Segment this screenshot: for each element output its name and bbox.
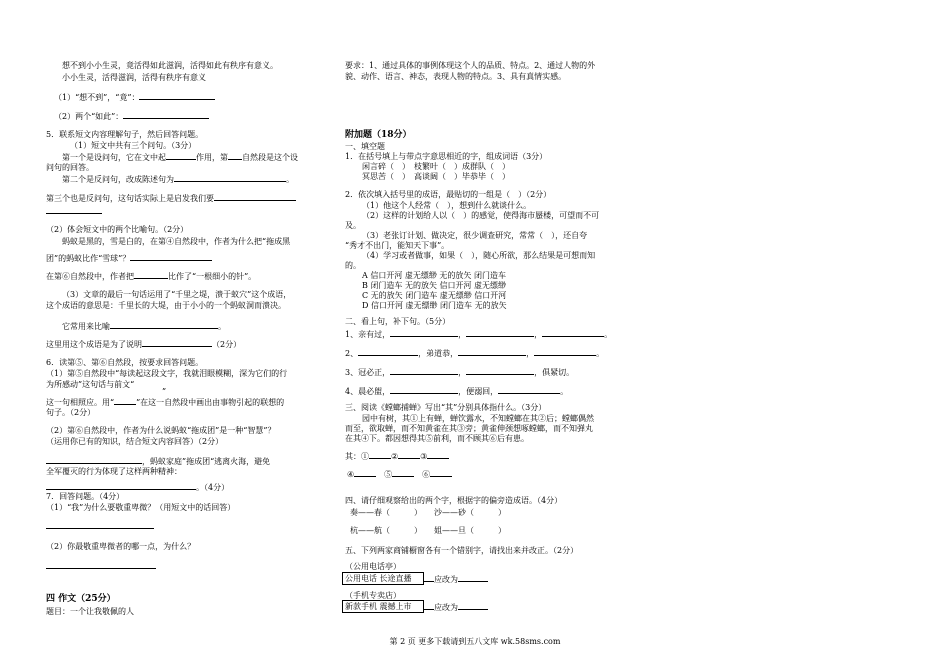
text-line: 园中有树，其①上有蝉，蝉饮露水，不知螳螂在其②后；螳螂偶然 <box>362 414 594 423</box>
text-line: （4）学习或者做事，如果（ ），随心所欲，那么结果是可想而知 <box>362 251 596 260</box>
text-line: （2）这样的计划给人以（ ）的感觉，使得海市蜃楼，可望而不可 <box>362 211 600 220</box>
text-line: 在第⑥自然段中，作者把 比作了“一根细小的针”。 <box>46 272 257 281</box>
text-line: （运用你已有的知识，结合短文内容回答）（2分） <box>46 437 224 446</box>
answer-line <box>46 205 102 217</box>
text-line: （2）你最敬重卑微者的哪一点，为什么？ <box>46 542 196 551</box>
text-line: 而至，欲取蝉，而不知黄雀在其③旁；黄雀伸颈想啄螳螂，而不知弹丸 <box>345 424 593 433</box>
text-line: 2．依次填入括号里的成语，最贴切的一组是（ ）（2分） <box>345 190 552 199</box>
shop-sign-phone-booth: 公用电话 长途直播 <box>342 572 424 585</box>
text-line: 4、晨必盥， ，便溺回， 。 <box>345 387 569 396</box>
question-heading: 6．读第⑤、第⑥自然段，按要求回答问题。 <box>46 358 204 367</box>
text-line: ，蚂蚁家庭”拖成团“逃离火海，避免 <box>46 455 270 467</box>
text-line: 蚂蚁是黑的，雪是白的，在第④自然段中，作者为什么把“拖成黑 <box>62 237 291 246</box>
text-line: 第二个是反问句，改成陈述句为 。 <box>62 175 294 184</box>
text-line: 第一个是设问句，它在文中起 作用，第 自然段是这个设 <box>62 153 298 162</box>
text-line: （3）文章的最后一句话运用了“千里之堤，溃于蚁穴”这个成语， <box>62 290 292 299</box>
answer-line <box>46 560 156 572</box>
text-line: 貌、动作、语言、神态，表现人物的特点。3、具有真情实感。 <box>345 72 567 81</box>
text-line: 杭——航（ ） 姐——旦（ ） <box>350 526 506 535</box>
text-line: 1、亲有过， ， ， 。 <box>345 330 613 339</box>
question-heading: 5．联系短文内容理解句子，然后回答问题。 <box>46 130 204 139</box>
text-line: 2、 ，弟道恭， ， 。 <box>345 349 605 358</box>
text-line: “秀才不出门，能知天下事”。 <box>345 241 450 250</box>
question-heading: 7．回答问题。（4分） <box>46 492 125 501</box>
section-heading: 附加题（18分） <box>345 130 412 140</box>
question-line: （2）两个“如此”： <box>54 110 209 122</box>
text-line: 它常用来比喻 。 <box>62 322 226 331</box>
text-line: 句子。（2分） <box>46 408 96 417</box>
text-line: （1）第⑤自然段中“每读起这段文字，我就泪眼模糊，深为它们的行 <box>46 369 288 378</box>
text-line: 小小生灵，活得滋润，活得有秩序有意义 <box>62 73 206 82</box>
text-line: 其：① ② ③ <box>345 450 449 462</box>
text-line: （1）短文中共有三个问句。（3分） <box>70 141 197 150</box>
answer-line <box>46 520 154 532</box>
section-heading: 四 作文（25分） <box>46 594 116 604</box>
text-line: 闲言碎（ ） 枝繁叶（ ）成群队（ ） <box>362 162 510 171</box>
text-line: 全军覆灭的行为体现了这样两种精神： <box>46 467 182 476</box>
text-line: 团”的蚂蚁比作“雪球”？ <box>46 252 212 264</box>
text-line: 要求：1、通过具体的事例体现这个人的品质、特点。2、通过人物的外 <box>345 61 596 70</box>
text-line: （1）“我”为什么要敬重卑微？（用短文中的话回答） <box>46 503 236 512</box>
option-a: A 信口开河 虚无缥缈 无的放矢 闭门造车 <box>362 271 506 280</box>
text-line: 的。 <box>345 261 361 270</box>
text-line: 五、下列两家商铺橱窗各有一个错别字，请找出来并改正。（2分） <box>345 546 579 555</box>
text-line: （1）他这个人经常（ ），想到什么就谈什么。 <box>362 201 532 210</box>
text-line: 四、请仔细观察给出的两个字，根据字的偏旁造成语。（4分） <box>345 496 563 505</box>
text-line: 想不到小小生灵，竟活得如此滋润，活得如此有秩序有意义。 <box>62 61 278 70</box>
text-line: （手机专卖店） <box>345 591 401 600</box>
text-line: （公用电话亭） <box>345 562 401 571</box>
text-line: 这一句相照应。用“ ”在这一自然段中画出由事物引起的联想的 <box>46 398 285 407</box>
text-line: ④ ⑤ ⑥ <box>347 468 452 480</box>
text-line: 应改为 <box>424 601 488 613</box>
text-line: 冥思苦（ ） 高谈阔（ ）毕恭毕（ ） <box>362 172 510 181</box>
text-line: 这个成语的意思是：千里长的大堤，由于小小的一个蚂蚁洞而溃决。 <box>46 301 286 310</box>
option-b: B 闭门造车 无的放矢 信口开河 虚无缥缈 <box>362 281 507 290</box>
text-line: （2）体会短文中的两个比喻句。（2分） <box>46 225 189 234</box>
question-line: （1）“想不到”，“竟”： <box>54 91 215 103</box>
text-line: 及。 <box>345 221 361 230</box>
text-line: 。（4分） <box>46 481 229 493</box>
text-line: 应改为 <box>424 573 488 585</box>
text-line: 在其④下。都因想得其⑤前利，而不顾其⑥后有患。 <box>345 434 529 443</box>
shop-sign-mobile-store: 新款手机 震撼上市 <box>342 600 424 613</box>
text-line: （3）老张订计划、做决定，很少调查研究，常常（ ），还自夸 <box>362 231 588 240</box>
text-line: 题目：一个让我敬佩的人 <box>46 607 134 616</box>
text-line: 二、看上句，补下句。（5分） <box>345 317 451 326</box>
option-d: D 信口开河 虚无缥缈 闭门造车 无的放矢 <box>362 301 507 310</box>
text-line: 1．在括号填上与带点字意思相近的字，组成词语（3分） <box>345 152 548 161</box>
option-c: C 无的放矢 闭门造车 虚无缥缈 信口开河 <box>362 291 507 300</box>
text-line: 3、冠必正， ， ，俱紧切。 <box>345 368 575 377</box>
text-line: 第三个也是反问句，这句话实际上是启发我们要 <box>46 192 296 204</box>
text-line: 问句的回答。 <box>46 163 94 172</box>
text-line: （2）第⑥自然段中，作者为什么说蚂蚁“拖成团”是一种“智慧”？ <box>46 426 276 435</box>
text-line: 一、填空题 <box>345 142 385 151</box>
text-line: 这里用这个成语是为了说明 （2分） <box>46 340 242 349</box>
text-line: 奏——春（ ） 沙——砂（ ） <box>350 508 506 517</box>
page-footer: 第 2 页 更多下载请到五八文库 wk.58sms.com <box>389 637 561 646</box>
text-line: 三、阅读《螳螂捕蝉》写出“其”分别具体指什么。（3分） <box>345 403 547 412</box>
text-line: ” <box>162 387 167 396</box>
text-line: 为所感动”这句话与前文“ <box>46 380 135 389</box>
